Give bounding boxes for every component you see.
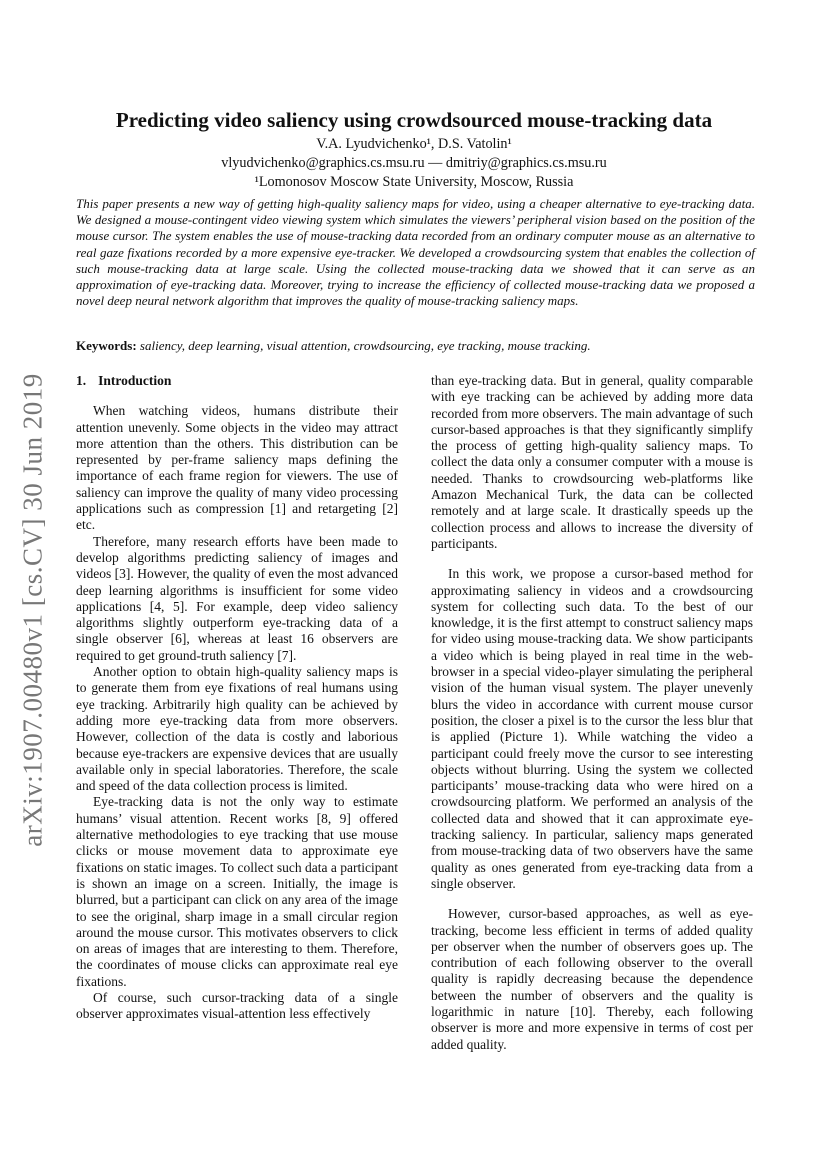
paragraph: than eye-tracking data. But in general, quality comparable with eye tracking can be achieved by adding more data recorded from more observers. The main advantage of such cursor-based approaches is that they significantly simplify the process of getting high-quality saliency maps. To collect the data only a consumer computer with a mouse is needed. Thanks to crowdsourcing web-platforms like Amazon Mechanical Turk, the data can be collected remotely and at large scale. It drastically speeds up the collection process and allows to increase the diversity of participants. bbox=[431, 373, 753, 551]
right-column bbox=[431, 373, 753, 1053]
abstract: This paper presents a new way of getting high-quality saliency maps for video, using a cheaper alternative to eye-tracking data. We designed a mouse-contingent video viewing system which simulates the viewers’ peripheral vision based on the position of the mouse cursor. The system enables the use of mouse-tracking data recorded from an ordinary computer mouse as an alternative to real gaze fixations recorded by a more expensive eye-tracker. We developed a crowdsourcing system that enables the collection of such mouse-tracking data at large scale. Using the collected mouse-tracking data we showed that it can serve as an approximation of eye-tracking data. Moreover, trying to increase the efficiency of collected mouse-tracking data we proposed a novel deep neural network algorithm that improves the quality of mouse-tracking saliency maps. bbox=[76, 196, 755, 309]
section-title: Introduction bbox=[98, 373, 172, 388]
paper-title: Predicting video saliency using crowdsourced mouse-tracking data bbox=[115, 108, 713, 132]
section-heading bbox=[76, 373, 398, 389]
paragraph: Therefore, many research efforts have been made to develop algorithms predicting saliency of images and videos [3]. However, the quality of even the most advanced deep learning algorithms is insufficient for some video applications [4, 5]. For example, deep video saliency algorithms slightly outperform eye-tracking data of a single observer [6], whereas at least 16 observers are required to get ground-truth saliency [7]. bbox=[76, 533, 398, 663]
author-affiliation: ¹Lomonosov Moscow State University, Moscow, Russia bbox=[254, 174, 574, 190]
paragraph: Of course, such cursor-tracking data of a single observer approximates visual-attention less effectively bbox=[76, 989, 398, 1022]
paragraph: However, cursor-based approaches, as well as eye-tracking, become less efficient in terms of added quality per observer when the number of observers goes up. The contribution of each following observer to the overall quality is rapidly decreasing because the dependence between the number of observers and the quality is logarithmic in nature [10]. Thereby, each following observer is more and more expensive in terms of cost per added quality. bbox=[431, 906, 753, 1052]
left-column bbox=[76, 373, 398, 1023]
author-names: V.A. Lyudvichenko¹, D.S. Vatolin¹ bbox=[316, 136, 512, 152]
keywords bbox=[76, 338, 755, 354]
paragraph: Another option to obtain high-quality saliency maps is to generate them from eye fixations of real humans using eye tracking. Arbitrarily high quality can be achieved by adding more eye-tracking data from more observers. However, collection of the data is costly and laborious because eye-trackers are expensive devices that are usually available only in special laboratories. Therefore, the scale and speed of the data collection process is limited. bbox=[76, 664, 398, 794]
arxiv-sidebar bbox=[8, 365, 58, 855]
keywords-value: saliency, deep learning, visual attention, crowdsourcing, eye tracking, mouse tracking. bbox=[139, 338, 591, 353]
paragraph: In this work, we propose a cursor-based method for approximating saliency in videos and a crowdsourcing system for collecting such data. To the best of our knowledge, it is the first attempt to construct saliency maps for video using mouse-tracking data. We show participants a video which is being played in real time in the web-browser in a special video-player simulating the peripheral vision of the human visual system. The player unevenly blurs the video in accordance with current mouse cursor position, the closer a pixel is to the cursor the less blur that is applied (Picture 1). While watching the video a participant could freely move the cursor to see interesting objects without blurring. Using the system we collected participants’ mouse-tracking data who were hired on a crowdsourcing platform. We performed an analysis of the collected data and showed that it can approximate eye-tracking saliency. In particular, saliency maps generated from mouse-tracking data of two observers have the same quality as ones generated from eye-tracking data from a single observer. bbox=[431, 566, 753, 891]
section-number: 1. bbox=[76, 373, 87, 388]
author-emails: vlyudvichenko@graphics.cs.msu.ru — dmitriy@graphics.cs.msu.ru bbox=[221, 155, 607, 171]
paragraph: When watching videos, humans distribute their attention unevenly. Some objects in the video may attract more attention than the others. This distribution can be represented by per-frame saliency maps defining the importance of each frame region for viewers. The use of saliency can improve the quality of many video processing applications such as compression [1] and retargeting [2] etc. bbox=[76, 403, 398, 533]
arxiv-identifier: arXiv:1907.00480v1 [cs.CV] 30 Jun 2019 bbox=[17, 373, 48, 847]
keywords-label: Keywords: bbox=[76, 338, 137, 353]
author-block bbox=[60, 135, 768, 192]
paragraph: Eye-tracking data is not the only way to estimate humans’ visual attention. Recent works [8, 9] offered alternative methodologies to eye tracking that use mouse clicks or mouse movement data to approximate eye fixations on static images. To collect such data a participant is shown an image on a screen. Initially, the image is blurred, but a participant can click on any area of the image to see the original, sharp image in a small circular region around the mouse cursor. This motivates observers to click on areas of images that are interesting to them. Therefore, the coordinates of mouse clicks can approximate real eye fixations. bbox=[76, 794, 398, 989]
